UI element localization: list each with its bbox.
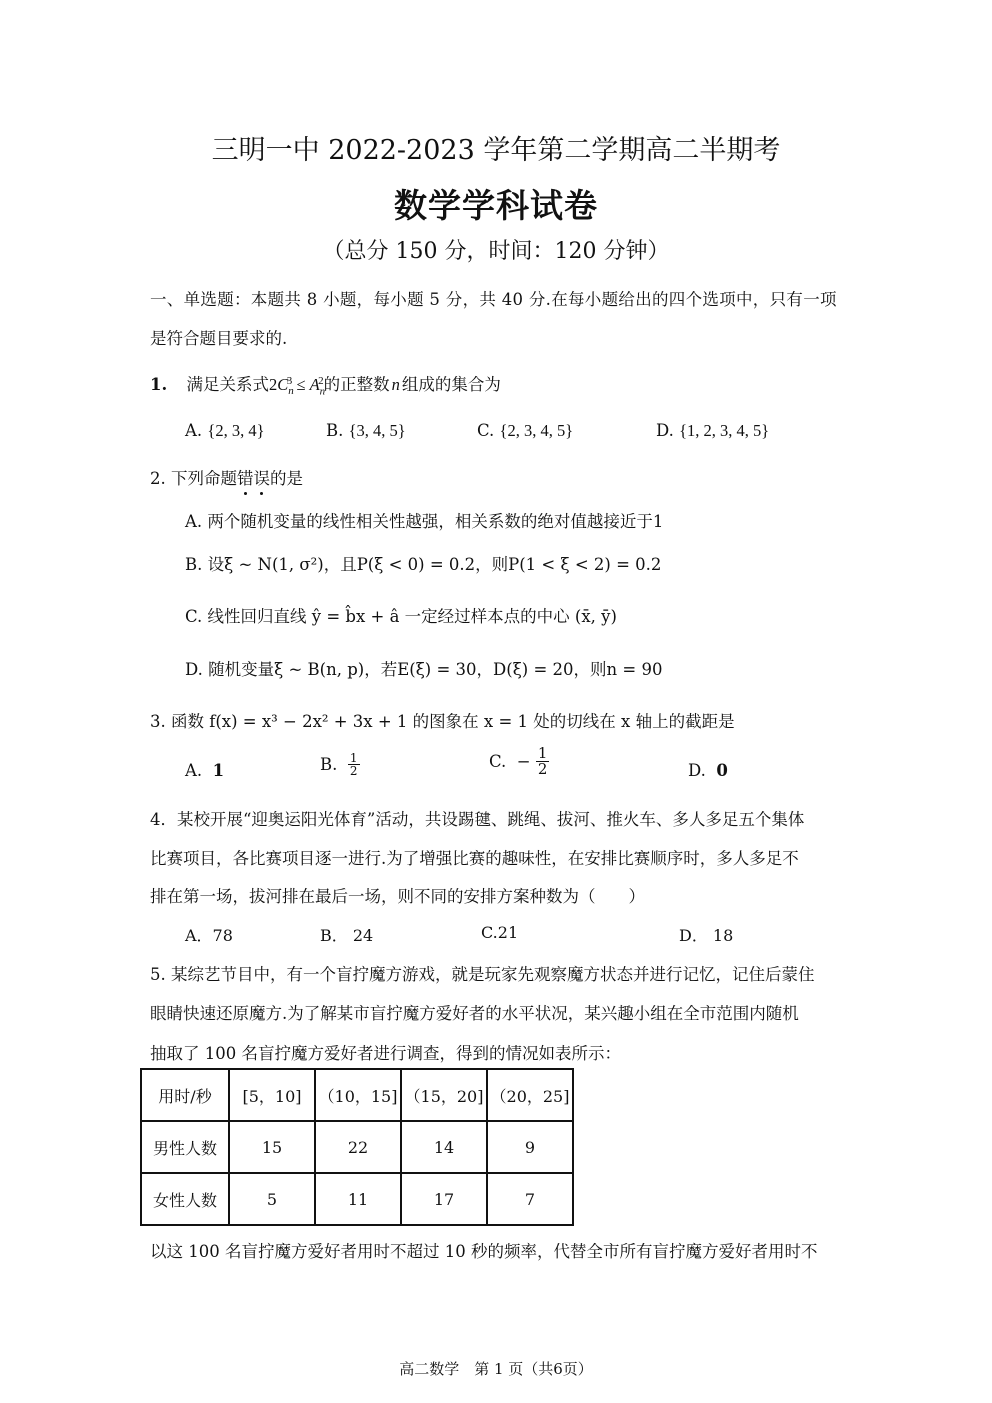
table-header-row — [141, 1069, 573, 1121]
page-footer: 高二数学 第 1 页（共6页） — [399, 1360, 593, 1378]
table-cell: 女性人数 — [141, 1173, 229, 1225]
question-3-option-a: A. 1 — [185, 761, 225, 780]
question-4-option-b: B． 24 — [320, 926, 374, 945]
table-cell: 11 — [315, 1173, 401, 1225]
question-3-option-d: D. 0 — [688, 761, 728, 780]
question-4-option-d: D． 18 — [679, 926, 734, 945]
section-instructions-line2: 是符合题目要求的. — [150, 329, 288, 348]
table-row — [141, 1173, 573, 1225]
table-cell: 14 — [401, 1121, 487, 1173]
table-cell: 5 — [229, 1173, 315, 1225]
question-1-post: 的正整数 — [323, 375, 390, 394]
question-1-var: n — [391, 375, 400, 394]
table-row — [141, 1121, 573, 1173]
fraction-one-half: $\frac{1}{2}$ — [349, 751, 358, 778]
table-header-cell: （15，20] — [401, 1069, 487, 1121]
table-cell: 22 — [315, 1121, 401, 1173]
question-4-option-a: A．78 — [185, 926, 233, 945]
question-2-option-a: A. 两个随机变量的线性相关性越强，相关系数的绝对值越接近于1 — [185, 512, 664, 531]
question-5-line2: 眼睛快速还原魔方.为了解某市盲拧魔方爱好者的水平状况，某兴趣小组在全市范围内随机 — [150, 1004, 799, 1023]
question-2-stem: 2. 下列命题错误的是 — [150, 469, 303, 488]
question-3-stem: 3. 函数 f(x) = x³ − 2x² + 3x + 1 的图象在 x = 1 处的切线在 x 轴上的截距是 — [150, 712, 735, 731]
question-2-option-d: D. 随机变量ξ ~ B(n, p)，若E(ξ) = 30，D(ξ) = 20，则n = 90 — [185, 660, 663, 679]
question-4-line1: 4．某校开展“迎奥运阳光体育”活动，共设踢毽、跳绳、拔河、推火车、多人多足五个集体 — [150, 810, 805, 829]
table-cell: 男性人数 — [141, 1121, 229, 1173]
question-1-stem — [150, 371, 501, 397]
question-2-option-b: B. 设ξ ~ N(1, σ²)，且P(ξ < 0) = 0.2，则P(1 < ξ < 2) = 0.2 — [185, 555, 662, 574]
question-4-line3: 排在第一场，拔河排在最后一场，则不同的安排方案种数为（ ） — [150, 887, 645, 906]
section-instructions-line1: 一、单选题：本题共 8 小题，每小题 5 分，共 40 分.在每小题给出的四个选项中，只有一项 — [150, 290, 837, 309]
question-3-option-b: B. $\frac{1}{2}$ — [320, 751, 358, 778]
table-cell: 7 — [487, 1173, 573, 1225]
question-1-option-d: D. {1, 2, 3, 4, 5} — [656, 421, 770, 440]
table-header-cell: （20，25] — [487, 1069, 573, 1121]
question-4-option-c: C.21 — [481, 923, 519, 942]
question-2-option-c: C. 线性回归直线 ŷ = b̂x + â 一定经过样本点的中心 (x̄, ȳ) — [185, 607, 617, 626]
question-1-pre: 满足关系式 — [186, 375, 269, 394]
question-5-line3: 抽取了 100 名盲拧魔方爱好者进行调查，得到的情况如表所示： — [150, 1044, 621, 1063]
fraction-negative-one-half: $\frac{1}{2}$ — [537, 744, 548, 778]
exam-subject-title: 数学学科试卷 — [394, 186, 598, 225]
question-5-line4: 以这 100 名盲拧魔方爱好者用时不超过 10 秒的频率，代替全市所有盲拧魔方爱好者用时不 — [150, 1242, 818, 1261]
exam-header-title: 三明一中 2022-2023 学年第二学期高二半期考 — [211, 135, 781, 166]
question-1-number: 1. — [150, 375, 168, 394]
question-1-tail: 组成的集合为 — [401, 375, 501, 394]
question-1-formula: $2C_n^3 \le A_n^2$ — [268, 374, 326, 398]
question-5-line1: 5. 某综艺节目中，有一个盲拧魔方游戏，就是玩家先观察魔方状态并进行记忆，记住后蒙住 — [150, 965, 815, 984]
question-1-option-a: A. {2, 3, 4} — [185, 421, 265, 440]
table-cell: 17 — [401, 1173, 487, 1225]
question-3-option-c: C. − $\frac{1}{2}$ — [489, 744, 548, 778]
survey-table — [140, 1068, 574, 1226]
table-header-cell: （10，15] — [315, 1069, 401, 1121]
table-cell: 15 — [229, 1121, 315, 1173]
exam-score-time: （总分 150 分，时间：120 分钟） — [322, 239, 670, 264]
table-header-cell: [5，10] — [229, 1069, 315, 1121]
question-1-option-c: C. {2, 3, 4, 5} — [477, 421, 574, 440]
question-1-option-b: B. {3, 4, 5} — [326, 421, 406, 440]
table-header-cell: 用时/秒 — [141, 1069, 229, 1121]
question-4-line2: 比赛项目，各比赛项目逐一进行.为了增强比赛的趣味性，在安排比赛顺序时，多人多足不 — [150, 849, 799, 868]
table-cell: 9 — [487, 1121, 573, 1173]
